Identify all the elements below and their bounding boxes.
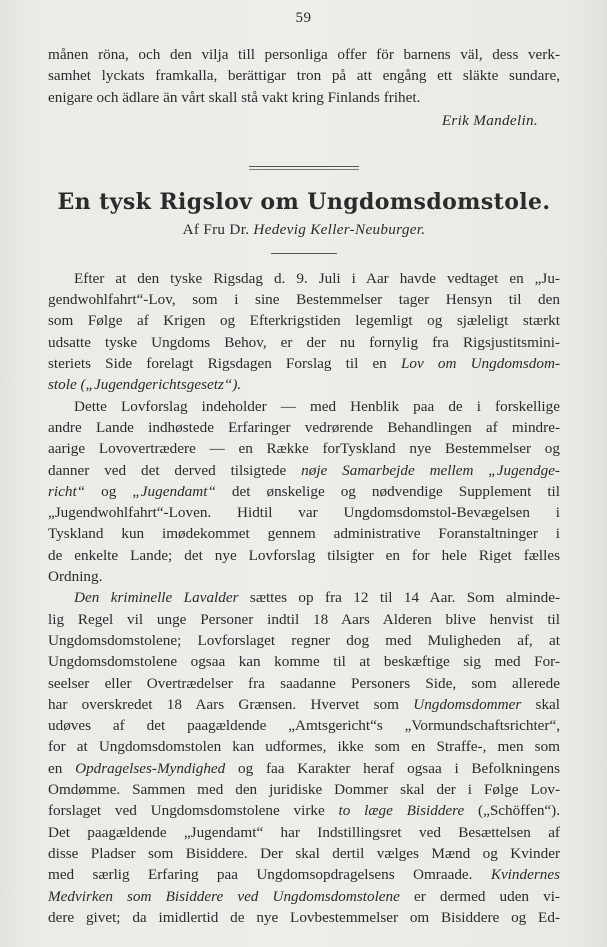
text-line: månen röna, och den vilja till personliga offer för barnens väl, dess verk- xyxy=(48,46,560,63)
text-line xyxy=(48,374,560,395)
italic-run: nøje Samarbejde mellem „Jugendge- xyxy=(301,461,560,479)
article-body xyxy=(48,268,560,928)
text-line xyxy=(48,332,560,353)
section-divider xyxy=(249,166,359,167)
article-paragraph xyxy=(48,268,560,396)
text-line xyxy=(48,587,560,608)
text-line xyxy=(48,715,560,736)
text-line xyxy=(48,523,560,544)
italic-run: Lov om Ungdomsdom- xyxy=(400,355,560,373)
text-line xyxy=(48,566,560,587)
text-line xyxy=(48,886,560,907)
text-run: steriets Side forelagt Rigsdagen Forslag til en xyxy=(48,355,401,373)
text-run: andre Lande indhøstede Erfaringer vedrørende Behandlingen af mindre- xyxy=(48,418,560,436)
article-byline xyxy=(48,221,560,239)
italic-run: „Jugendamt“ xyxy=(132,482,216,500)
text-run: („Schöffen“). xyxy=(464,802,560,820)
text-run: Ungdomsdomstolene ogsaa kan komme til at beskæftige sig med For- xyxy=(48,653,560,671)
text-line xyxy=(48,651,560,672)
text-run: og faa Karakter heraf ogsaa i Befolkningens xyxy=(225,759,560,777)
byline-author: Hedevig Keller-Neuburger. xyxy=(253,220,426,238)
text-run: en xyxy=(48,759,76,777)
text-line xyxy=(48,310,560,331)
text-run: Det paagældende „Jugendamt“ har Indstillingsret ved Besættelsen af xyxy=(48,823,560,841)
text-line xyxy=(48,268,560,289)
text-line xyxy=(48,800,560,821)
text-line xyxy=(48,481,560,502)
text-line xyxy=(48,779,560,800)
text-line xyxy=(48,417,560,438)
text-line xyxy=(48,694,560,715)
text-line xyxy=(48,396,560,417)
text-line xyxy=(48,673,560,694)
text-run: Tyskland kun imødekommet gennem administrative Foranstaltninger i xyxy=(48,525,560,543)
text-line xyxy=(48,460,560,481)
italic-run: Opdragelses-Myndighed xyxy=(75,759,226,777)
text-run: Ordning. xyxy=(48,568,103,586)
text-run: lig Regel vil unge Personer indtil 18 Aars Alderen blive henvist til xyxy=(48,610,560,628)
italic-run: Kvindernes xyxy=(490,866,560,884)
italic-run: Den kriminelle Lavalder xyxy=(74,589,239,607)
text-run: for at Ungdomsdomstolen kan udformes, ikke som en Straffe-, men som xyxy=(48,738,560,756)
text-run: og xyxy=(85,482,133,500)
text-line: enigare och ädlare än vårt skall stå vakt kring Finlands frihet. xyxy=(48,88,421,106)
text-line xyxy=(48,502,560,523)
text-line xyxy=(48,545,560,566)
text-run: de enkelte Lande; det nye Lovforslag tilsigter en for hele Riget fælles xyxy=(48,546,560,564)
text-run: seelser eller Overtrædelser fra saadanne Personers Side, som allerede xyxy=(48,674,560,692)
text-line xyxy=(48,630,560,651)
page-number: 59 xyxy=(295,10,312,26)
text-run: udøves af det paagældende „Amtsgericht“s „Vormundschaftsrichter“, xyxy=(48,717,560,735)
byline-prefix: Af Fru Dr. xyxy=(182,220,250,238)
text-line xyxy=(48,438,560,459)
text-run: har overskredet 18 Aars Grænsen. Hvervet som xyxy=(48,695,414,713)
text-line xyxy=(48,736,560,757)
text-run: disse Pladser som Bisiddere. Der skal dertil vælges Mænd og Kvinder xyxy=(48,844,560,862)
text-line xyxy=(48,843,560,864)
text-run: danner ved det derved tilsigtede xyxy=(48,461,302,479)
text-run: som Følge af Krigen og Efterkrigstiden legemligt og sjæleligt stærkt xyxy=(48,312,560,330)
text-line xyxy=(48,609,560,630)
text-run: er dermed uden vi- xyxy=(399,887,560,905)
signature: Erik Mandelin. xyxy=(441,111,538,129)
text-run: Efter at den tyske Rigsdag d. 9. Juli i Aar havde vedtaget en „Ju- xyxy=(74,269,560,287)
text-line xyxy=(48,353,560,374)
text-run: Ungdomsdomstolene; Lovforslaget regner dog med Muligheden af, at xyxy=(48,631,560,649)
text-run: forslaget ved Ungdomsdomstolene virke xyxy=(48,802,339,820)
text-run: aarige Lovovertrædere — en Række forTyskland nye Bestemmelser og xyxy=(48,440,560,458)
text-run: sættes op fra 12 til 14 Aar. Som alminde- xyxy=(238,589,560,607)
text-line: samhet lyckats framkalla, berättigar tron på att engång ett släkte sundare, xyxy=(48,67,560,85)
title-rule xyxy=(271,253,337,254)
italic-run: stole („Jugendgerichtsgesetz“). xyxy=(48,376,242,394)
text-run: gendwohlfahrt“-Lov, som i sine Bestemmelser tager Hensyn til den xyxy=(48,291,560,309)
text-line xyxy=(48,822,560,843)
italic-run: to læge Bisiddere xyxy=(338,802,465,820)
text-line xyxy=(48,758,560,779)
text-run: dere givet; da imidlertid de nye Lovbestemmelser om Bisiddere og Ed- xyxy=(48,908,560,926)
italic-run: Ungdomsdommer xyxy=(413,695,522,713)
text-run: det ønskelige og nødvendige Supplement til xyxy=(215,482,560,500)
text-run: Omdømme. Sammen med den juridiske Dommer skal der i Følge Lov- xyxy=(48,781,560,799)
text-line xyxy=(48,864,560,885)
text-run: med særlig Erfaring paa Ungdomsopdragelsens Omraade. xyxy=(48,866,491,884)
text-run: udsatte tyske Ungdoms Behov, er der nu fornylig fra Rigsjustitsmini- xyxy=(48,333,560,351)
intro-paragraph xyxy=(48,44,560,108)
text-run: Dette Lovforslag indeholder — med Henblik paa de i forskellige xyxy=(74,397,560,415)
text-run: skal xyxy=(521,695,560,713)
article-paragraph xyxy=(48,396,560,588)
text-line xyxy=(48,289,560,310)
article-paragraph xyxy=(48,587,560,928)
text-run: „Jugendwohlfahrt“-Loven. Hidtil var Ungdomsdomstol-Bevægelsen i xyxy=(48,504,560,522)
article-title: En tysk Rigslov om Ungdomsdomstole. xyxy=(57,188,551,215)
text-line xyxy=(48,907,560,928)
content-column xyxy=(48,44,560,928)
italic-run: Medvirken som Bisiddere ved Ungdomsdomstolene xyxy=(48,887,400,905)
italic-run: richt“ xyxy=(48,482,86,500)
